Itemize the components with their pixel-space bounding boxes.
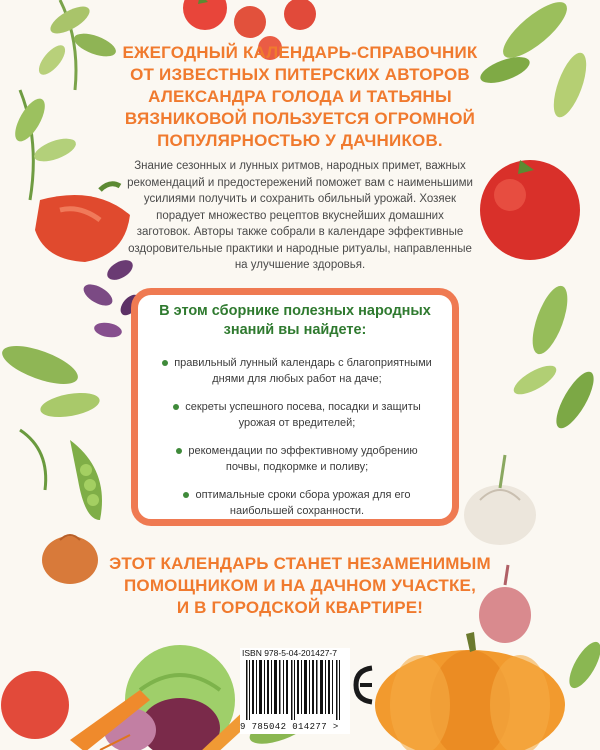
list-item-line: рекомендации по эффективному удобрению <box>188 445 418 457</box>
tomato-icon <box>1 671 69 739</box>
list-item-line: днями для любых работ на даче; <box>212 373 382 385</box>
bullet-icon <box>173 404 179 410</box>
panel-title-line: знаний вы найдете: <box>223 322 367 338</box>
list-item-line: оптимальные сроки сбора урожая для его <box>195 489 411 501</box>
bullet-icon <box>162 360 168 366</box>
intro-line: рекомендаций и предостережений поможет вам с наименьшими <box>127 176 473 189</box>
intro-line: заготовок. Авторы также собрали в календаре эффективные <box>136 226 464 238</box>
intro-paragraph <box>120 158 480 274</box>
headline-top-line: ПОПУЛЯРНОСТЬЮ У ДАЧНИКОВ. <box>157 131 443 150</box>
bullet-icon <box>176 448 182 454</box>
headline-bottom-line: ПОМОЩНИКОМ И НА ДАЧНОМ УЧАСТКЕ, <box>123 576 477 595</box>
leaf-icon <box>0 338 101 421</box>
list-item <box>154 443 440 475</box>
peas-icon <box>20 430 102 520</box>
headline-bottom <box>95 553 505 619</box>
leaf-icon <box>510 282 600 433</box>
publisher-logo-icon <box>352 662 378 708</box>
headline-bottom-line: И В ГОРОДСКОЙ КВАРТИРЕ! <box>176 598 424 617</box>
barcode-digits: 9 785042 014277 > <box>240 722 339 732</box>
barcode-bars <box>246 660 344 720</box>
intro-line: Знание сезонных и лунных ритмов, народных примет, важных <box>134 160 466 172</box>
headline-top-line: ЕЖЕГОДНЫЙ КАЛЕНДАРЬ-СПРАВОЧНИК <box>122 43 478 62</box>
headline-top <box>110 42 490 152</box>
bullet-icon <box>183 492 189 498</box>
bell-pepper-icon <box>35 184 130 262</box>
herb-sprig-icon <box>34 0 118 90</box>
intro-line: порадует множество рецептов вкуснейших домашних <box>156 209 444 222</box>
list-item-line: правильный лунный календарь с благоприятными <box>174 357 432 369</box>
list-item-line: секреты успешного посева, посадки и защиты <box>185 401 421 413</box>
headline-top-line: ВЯЗНИКОВОЙ ПОЛЬЗУЕТСЯ ОГРОМНОЙ <box>124 109 476 128</box>
barcode <box>240 648 350 734</box>
leafy-greens-icon <box>9 90 78 200</box>
list-item-line: урожая от вредителей; <box>238 417 356 429</box>
intro-line: усилиями получить и сохранить обильный урожай. Хозяек <box>143 193 457 205</box>
list-item <box>154 355 440 387</box>
tomato-icon <box>480 160 580 260</box>
panel-title <box>148 302 442 340</box>
garlic-icon <box>464 455 536 545</box>
headline-top-line: ОТ ИЗВЕСТНЫХ ПИТЕРСКИХ АВТОРОВ <box>130 65 470 84</box>
headline-bottom-line: ЭТОТ КАЛЕНДАРЬ СТАНЕТ НЕЗАМЕНИМЫМ <box>109 554 491 573</box>
onion-icon <box>42 535 98 584</box>
contents-panel <box>131 288 459 526</box>
pumpkin-icon <box>375 632 565 750</box>
list-item <box>154 487 440 519</box>
leaf-icon <box>477 0 593 121</box>
list-item-line: почвы, подкормке и поливу; <box>225 461 369 473</box>
intro-line: оздоровительные практики и народные ритуалы, направленные <box>128 242 472 255</box>
intro-line: на улучшение здоровья. <box>234 259 366 271</box>
list-item-line: наибольшей сохранности. <box>229 505 365 517</box>
panel-title-line: В этом сборнике полезных народных <box>159 303 431 319</box>
list-item <box>154 399 440 431</box>
headline-top-line: АЛЕКСАНДРА ГОЛОДА И ТАТЬЯНЫ <box>148 87 452 106</box>
isbn-label: ISBN 978-5-04-201427-7 <box>242 648 337 658</box>
